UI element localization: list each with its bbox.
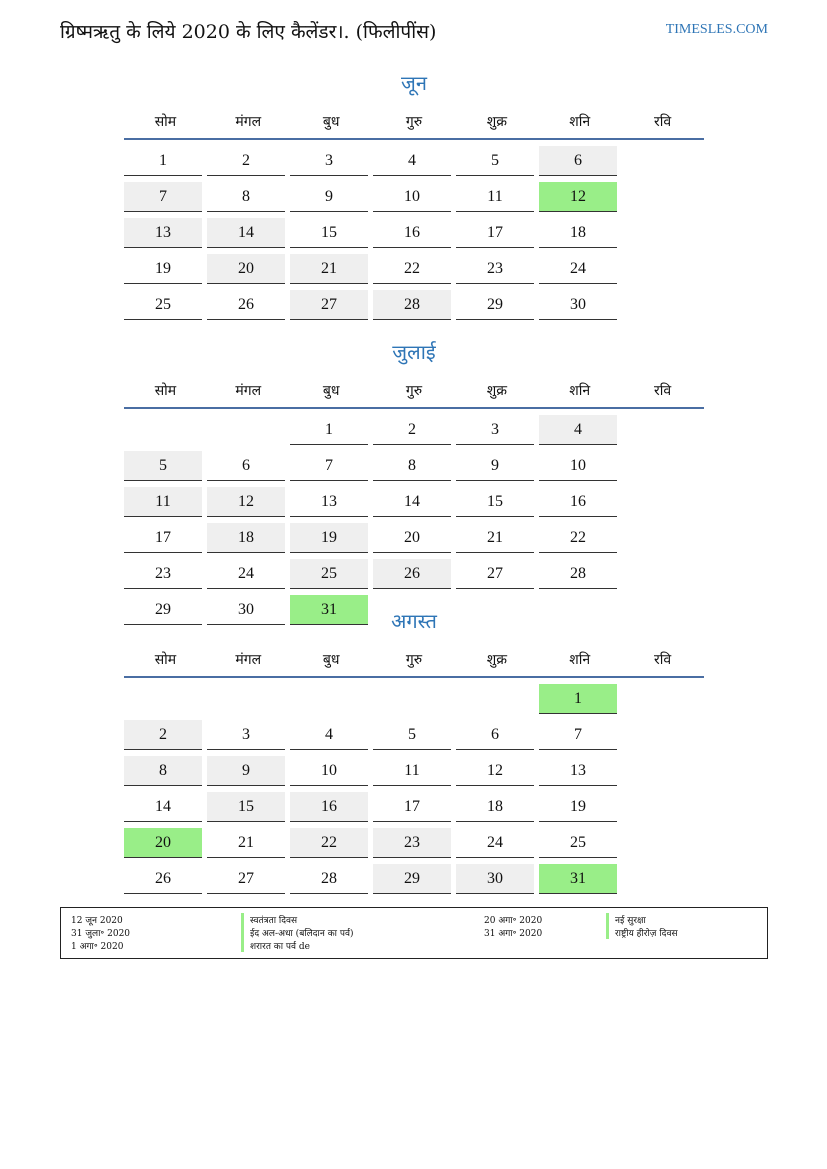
empty-cell [456,684,534,714]
day-cell: 26 [373,559,451,589]
day-cell: 16 [539,487,617,517]
day-cell: 8 [124,756,202,786]
day-cell: 14 [373,487,451,517]
day-cell: 1 [124,146,202,176]
empty-cell [207,684,285,714]
day-cell: 27 [290,290,368,320]
day-cell: 5 [373,720,451,750]
day-cell: 14 [207,218,285,248]
weekday-label: गुरु [405,382,423,399]
empty-cell [373,684,451,714]
day-cell: 20 [207,254,285,284]
month-name: अगस्त [391,609,437,633]
day-cell: 7 [290,451,368,481]
empty-cell [207,415,285,445]
day-cell: 24 [539,254,617,284]
day-cell: 22 [290,828,368,858]
day-cell: 4 [290,720,368,750]
day-cell: 4 [373,146,451,176]
day-cell: 7 [124,182,202,212]
weekday-label: सोम [154,382,177,399]
day-grid [124,678,704,898]
holiday-day-cell: 31 [539,864,617,894]
day-cell: 12 [456,756,534,786]
day-cell: 8 [373,451,451,481]
legend-holiday-name: स्वतंत्रता दिवस [241,913,297,926]
month-block [124,68,704,324]
site-link[interactable]: TIMESLES.COM [665,22,768,37]
day-cell: 30 [456,864,534,894]
day-cell: 3 [456,415,534,445]
weekday-label: शनि [569,382,591,399]
weekday-label: शुक्र [486,651,507,668]
day-cell: 3 [207,720,285,750]
empty-cell [290,684,368,714]
day-cell: 21 [456,523,534,553]
day-cell: 12 [207,487,285,517]
legend-date: 31 अगा॰ 2020 [484,929,543,939]
holiday-day-cell: 20 [124,828,202,858]
day-cell: 5 [124,451,202,481]
weekday-label: शुक्र [486,113,507,130]
day-cell: 19 [290,523,368,553]
day-cell: 30 [539,290,617,320]
day-cell: 24 [207,559,285,589]
day-cell: 7 [539,720,617,750]
day-cell: 26 [124,864,202,894]
day-cell: 28 [373,290,451,320]
legend-holiday-name: ईद अल-अधा (बलिदान का पर्व) [241,926,353,939]
day-cell: 9 [456,451,534,481]
weekday-label: रवि [654,382,672,399]
day-cell: 22 [373,254,451,284]
day-cell: 6 [207,451,285,481]
day-cell: 18 [207,523,285,553]
day-cell: 19 [539,792,617,822]
day-cell: 13 [124,218,202,248]
day-cell: 14 [124,792,202,822]
day-cell: 16 [290,792,368,822]
day-cell: 15 [207,792,285,822]
day-cell: 5 [456,146,534,176]
day-cell: 30 [207,595,285,625]
day-cell: 25 [539,828,617,858]
day-cell: 19 [124,254,202,284]
day-cell: 6 [456,720,534,750]
day-cell: 27 [456,559,534,589]
legend-date: 20 अगा॰ 2020 [484,916,543,926]
weekday-label: गुरु [405,651,423,668]
weekday-label: शुक्र [486,382,507,399]
weekday-label: मंगल [235,651,262,668]
day-cell: 2 [373,415,451,445]
day-cell: 13 [290,487,368,517]
month-name: जून [401,71,427,95]
day-cell: 23 [124,559,202,589]
day-cell: 29 [124,595,202,625]
weekday-label: बुध [322,651,340,668]
day-cell: 11 [124,487,202,517]
day-cell: 21 [290,254,368,284]
holiday-day-cell: 1 [539,684,617,714]
day-cell: 22 [539,523,617,553]
holiday-day-cell: 31 [290,595,368,625]
day-cell: 11 [373,756,451,786]
day-cell: 10 [539,451,617,481]
day-cell: 24 [456,828,534,858]
month-name: जुलाई [392,340,436,364]
day-grid [124,409,704,629]
month-block [124,337,704,629]
page-title: ग्रिष्मऋतु के लिये 2020 के लिए कैलेंडर।. (फिलीपींस) [60,21,437,43]
day-cell: 29 [373,864,451,894]
weekday-header [124,373,704,409]
day-cell: 17 [124,523,202,553]
weekday-label: मंगल [235,382,262,399]
day-cell: 27 [207,864,285,894]
weekday-label: सोम [154,113,177,130]
day-cell: 15 [456,487,534,517]
legend-date: 1 अगा॰ 2020 [71,942,124,952]
day-cell: 28 [539,559,617,589]
legend-holiday-name: नई सुरक्षा [606,913,646,926]
weekday-label: शनि [569,113,591,130]
weekday-label: रवि [654,651,672,668]
day-cell: 10 [290,756,368,786]
day-cell: 18 [456,792,534,822]
day-cell: 9 [207,756,285,786]
legend-date: 31 जुला॰ 2020 [71,929,131,939]
empty-cell [124,415,202,445]
day-cell: 18 [539,218,617,248]
day-cell: 23 [456,254,534,284]
day-cell: 6 [539,146,617,176]
day-cell: 13 [539,756,617,786]
legend-holiday-name: शरारत का पर्व de [241,939,310,952]
day-cell: 2 [207,146,285,176]
legend-date: 12 जून 2020 [71,916,123,926]
weekday-label: शनि [569,651,591,668]
day-cell: 1 [290,415,368,445]
day-cell: 16 [373,218,451,248]
weekday-label: सोम [154,651,177,668]
day-cell: 29 [456,290,534,320]
holiday-day-cell: 12 [539,182,617,212]
day-cell: 11 [456,182,534,212]
day-cell: 23 [373,828,451,858]
weekday-header [124,104,704,140]
day-cell: 3 [290,146,368,176]
legend-holiday-name: राष्ट्रीय हीरोज़ दिवस [606,926,678,939]
day-cell: 21 [207,828,285,858]
weekday-header [124,642,704,678]
day-cell: 25 [290,559,368,589]
day-cell: 28 [290,864,368,894]
holiday-legend [60,907,768,959]
month-block [124,606,704,898]
day-cell: 17 [456,218,534,248]
weekday-label: बुध [322,382,340,399]
day-grid [124,140,704,324]
day-cell: 25 [124,290,202,320]
day-cell: 2 [124,720,202,750]
day-cell: 26 [207,290,285,320]
weekday-label: मंगल [235,113,262,130]
day-cell: 10 [373,182,451,212]
empty-cell [124,684,202,714]
weekday-label: रवि [654,113,672,130]
day-cell: 9 [290,182,368,212]
day-cell: 15 [290,218,368,248]
day-cell: 8 [207,182,285,212]
day-cell: 17 [373,792,451,822]
day-cell: 20 [373,523,451,553]
weekday-label: गुरु [405,113,423,130]
day-cell: 4 [539,415,617,445]
weekday-label: बुध [322,113,340,130]
